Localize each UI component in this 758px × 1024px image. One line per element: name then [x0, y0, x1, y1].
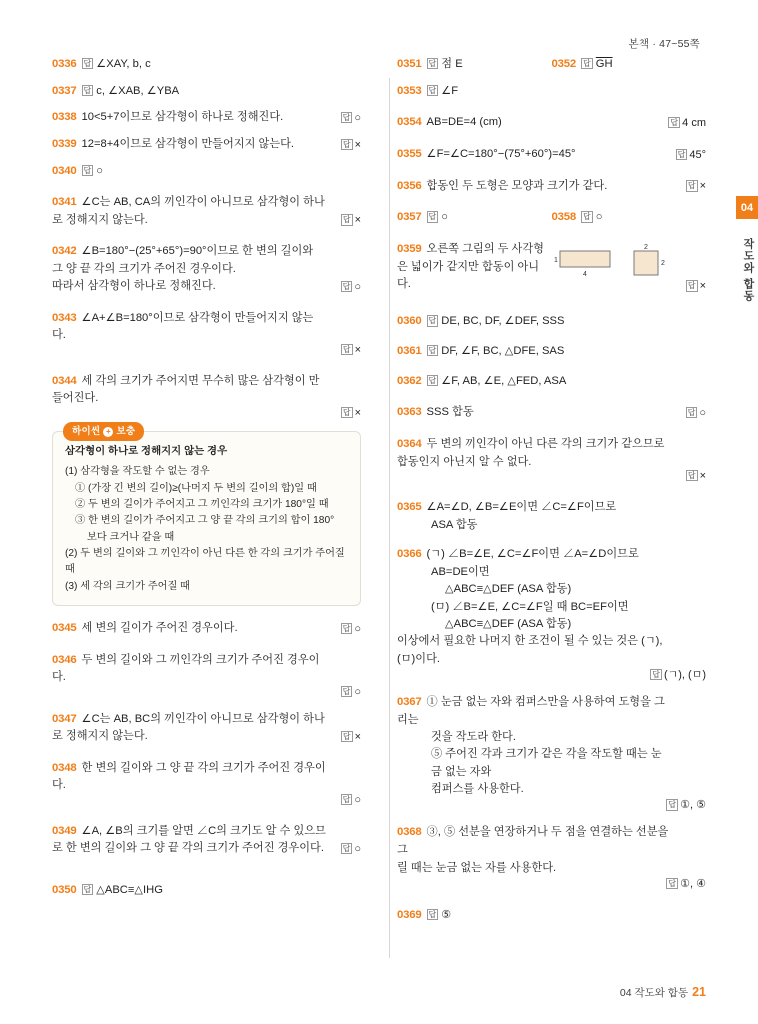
item-text: 10<5+7이므로 삼각형이 하나로 정해진다.	[81, 111, 284, 124]
answer-label-box: 답	[428, 346, 437, 356]
answer-item	[397, 436, 706, 485]
item-number: 0363	[397, 406, 422, 419]
item-answer-mark	[650, 667, 706, 684]
chapter-tab-number: 04	[736, 196, 758, 219]
answer-item	[52, 652, 361, 701]
answer-label-box: 답	[428, 85, 437, 95]
mark-symbol: ①, ⑤	[680, 799, 706, 812]
item-text: 합동인 두 도형은 모양과 크기가 같다.	[426, 179, 608, 192]
answer-item	[397, 114, 706, 132]
item-number: 0368	[397, 826, 422, 839]
item-number: 0344	[52, 374, 77, 387]
item-text: 한 변의 길이와 그 양 끝 각의 크기가 주어진 경우이다.	[52, 761, 326, 792]
supplementary-note-box	[52, 425, 361, 606]
answer-item	[52, 620, 361, 638]
item-answer-mark	[341, 729, 361, 746]
item-answer-mark	[341, 110, 361, 127]
note-line: (1) 삼각형을 작도할 수 없는 경우	[65, 466, 210, 478]
mark-symbol: ①, ④	[680, 877, 706, 890]
mark-symbol: ×	[699, 470, 706, 483]
answer-label-box: 답	[342, 139, 351, 149]
item-text-continued: ASA 합동	[431, 518, 478, 531]
mark-symbol: ×	[354, 343, 361, 356]
mark-symbol: 4 cm	[682, 116, 706, 129]
note-line: ① (가장 긴 변의 길이)≥(나머지 두 변의 길이의 합)일 때	[75, 482, 317, 494]
answer-item	[52, 310, 361, 359]
item-number: 0337	[52, 84, 77, 97]
item-text: 세 각의 크기가 주어지면 무수히 많은 삼각형이 만들어진다.	[52, 374, 320, 405]
item-number: 0345	[52, 621, 77, 634]
item-text: ∠F=∠C=180°−(75°+60°)=45°	[426, 148, 576, 161]
item-text: ∠B=180°−(25°+65°)=90°이므로 한 변의 길이와 그 양 끝 각의 크기가 주어진 경우이다.	[52, 245, 314, 276]
note-line: ③ 한 변의 길이가 주어지고 그 양 끝 각의 크기의 합이 180°	[75, 515, 335, 527]
mark-symbol: ×	[354, 406, 361, 419]
answer-label-box: 답	[342, 407, 351, 417]
mark-symbol: 45°	[689, 148, 706, 161]
item-text: $\overline{GH}$	[595, 58, 613, 70]
item-text: ○	[595, 211, 603, 224]
item-number: 0339	[52, 138, 77, 151]
item-number: 0355	[397, 148, 422, 161]
answer-item	[397, 546, 706, 681]
item-text: 오른쪽 그림의 두 사각형은 넓이가 같지만 합동이 아니다.	[397, 243, 544, 291]
answer-item	[397, 313, 706, 331]
answer-item	[397, 824, 706, 890]
mark-symbol: ×	[354, 138, 361, 151]
item-number: 0359	[397, 243, 422, 256]
answer-label-box: 답	[342, 794, 351, 804]
item-number: 0343	[52, 311, 77, 324]
answer-item	[397, 83, 706, 101]
answer-item-pair	[397, 56, 706, 74]
item-text: SSS 합동	[426, 406, 474, 419]
item-text: ∠F	[441, 84, 459, 97]
item-text: ∠A, ∠B의 크기를 알면 ∠C의 크기도 알 수 있으므로 한 변의 길이와 그 양 끝 각의 크기가 주어진 경우이다.	[52, 824, 326, 855]
item-text: DE, BC, DF, ∠DEF, SSS	[441, 315, 565, 328]
item-answer-mark	[668, 115, 706, 132]
mark-symbol: ○	[354, 842, 361, 855]
answer-item	[52, 109, 361, 127]
answer-label-box: 답	[687, 471, 696, 481]
item-line: ① 눈금 없는 자와 컴퍼스만을 사용하여 도형을 그리는	[397, 696, 665, 726]
answer-label-box: 답	[670, 117, 679, 127]
answer-label-box: 답	[342, 215, 351, 225]
answer-item	[397, 373, 706, 391]
answer-label-box: 답	[342, 623, 351, 633]
item-text: DF, ∠F, BC, △DFE, SAS	[441, 345, 565, 358]
answer-item	[397, 56, 552, 74]
note-badge-text: 하이씬	[72, 425, 101, 437]
answer-item	[52, 760, 361, 809]
item-number: 0366	[397, 548, 422, 561]
answer-label-box: 답	[342, 731, 351, 741]
svg-text:2: 2	[661, 260, 665, 268]
item-line: 것을 작도라 한다.	[431, 731, 516, 744]
note-line: 보다 크거나 같을 때	[87, 531, 175, 543]
item-number: 0348	[52, 761, 77, 774]
item-text: 두 변의 길이와 그 끼인각의 크기가 주어진 경우이다.	[52, 653, 320, 684]
item-number: 0349	[52, 824, 77, 837]
note-line: (2) 두 변의 길이와 그 끼인각이 아닌 다른 한 각의 크기가 주어질 때	[65, 548, 345, 576]
note-badge-dot: +	[103, 427, 113, 437]
svg-text:1: 1	[554, 257, 558, 265]
mark-symbol: ×	[354, 730, 361, 743]
item-line: ③, ⑤ 선분을 연장하거나 두 점을 연결하는 선분을 그	[397, 826, 669, 857]
item-text: ∠F, AB, ∠E, △FED, ASA	[441, 374, 567, 387]
answer-item	[52, 243, 361, 295]
item-number: 0357	[397, 211, 422, 224]
answer-label-box: 답	[342, 843, 351, 853]
note-badge	[63, 422, 144, 441]
answer-item	[397, 694, 706, 812]
answer-label-box: 답	[428, 316, 437, 326]
item-text: ○	[441, 211, 449, 224]
item-answer-mark	[341, 137, 361, 154]
answer-item-pair	[397, 209, 706, 227]
item-answer-mark	[676, 147, 706, 164]
item-number: 0340	[52, 164, 77, 177]
answer-label-box: 답	[687, 408, 696, 418]
item-text: c, ∠XAB, ∠YBA	[96, 84, 180, 97]
answer-label-box: 답	[342, 344, 351, 354]
answer-label-box: 답	[342, 112, 351, 122]
item-answer-mark	[686, 178, 706, 195]
answer-label-box: 답	[83, 884, 92, 894]
mark-symbol: ○	[354, 280, 361, 293]
item-answer-mark	[341, 621, 361, 638]
item-line: AB=DE이면	[431, 565, 490, 578]
footer-page-number: 21	[692, 985, 706, 999]
item-text: 점 E	[441, 58, 463, 70]
square-figure	[626, 243, 672, 283]
answer-item	[397, 404, 706, 422]
answer-item	[52, 163, 361, 181]
mark-symbol: ○	[699, 407, 706, 420]
two-column-body	[52, 56, 706, 936]
item-answer-mark	[686, 405, 706, 422]
item-number: 0350	[52, 883, 77, 896]
mark-symbol: ×	[699, 180, 706, 193]
note-title: 삼각형이 하나로 정해지지 않는 경우	[65, 445, 228, 457]
item-closing-line: 이상에서 필요한 나머지 한 조건이 될 수 있는 것은 (ㄱ), (ㅁ)이다.	[397, 635, 663, 665]
item-line: △ABC≡△DEF (ASA 합동)	[445, 617, 572, 630]
item-number: 0362	[397, 374, 422, 387]
rectangle-figure	[552, 243, 618, 277]
item-number: 0351	[397, 58, 422, 70]
answer-label-box: 답	[428, 59, 437, 68]
answer-label-box: 답	[428, 212, 437, 222]
item-number: 0369	[397, 908, 422, 921]
item-answer-mark	[666, 797, 706, 814]
item-text: ⑤	[441, 908, 452, 921]
page-header-reference: 본책 · 47~55쪽	[628, 38, 700, 50]
note-line: (3) 세 각의 크기가 주어질 때	[65, 580, 191, 592]
item-number: 0361	[397, 345, 422, 358]
answer-label-box: 답	[677, 149, 686, 159]
item-answer-mark	[341, 212, 361, 229]
item-text: 12=8+4이므로 삼각형이 만들어지지 않는다.	[81, 138, 295, 151]
item-line: (ㅁ) ∠B=∠E, ∠C=∠F일 때 BC=EF이면	[431, 600, 629, 613]
svg-text:4: 4	[583, 271, 587, 278]
item-text-continued: 따라서 삼각형이 하나로 정해진다.	[52, 280, 216, 293]
item-text: ○	[96, 164, 104, 177]
answer-item	[552, 56, 707, 74]
item-text: AB=DE=4 (cm)	[426, 116, 502, 129]
item-number: 0358	[551, 211, 577, 224]
answer-label-box: 답	[342, 281, 351, 291]
answer-label-box: 답	[83, 59, 92, 68]
answer-item	[397, 146, 706, 164]
item-line: △ABC≡△DEF (ASA 합동)	[445, 583, 572, 596]
answer-item	[52, 136, 361, 154]
item-number: 0360	[397, 315, 422, 328]
svg-text:2: 2	[644, 244, 648, 252]
item-line: 컴퍼스를 사용한다.	[431, 783, 524, 796]
item-number: 0336	[52, 58, 77, 70]
item-answer-mark	[686, 278, 706, 295]
item-text: ∠C는 AB, CA의 끼인각이 아니므로 삼각형이 하나로 정해지지 않는다.	[52, 196, 325, 227]
item-answer-mark	[341, 684, 361, 701]
item-text: ∠C는 AB, BC의 끼인각이 아니므로 삼각형이 하나로 정해지지 않는다.	[52, 712, 325, 743]
item-line: ⑤ 주어진 각과 크기가 같은 각을 작도할 때는 눈금 없는 자와	[431, 748, 662, 778]
item-text: ∠XAY, b, c	[96, 58, 151, 70]
answer-item	[52, 711, 361, 746]
note-line: ② 두 변의 길이가 주어지고 그 끼인각의 크기가 180°일 때	[75, 499, 329, 511]
answer-item	[52, 882, 361, 900]
item-number: 0367	[397, 696, 422, 708]
item-number: 0353	[397, 84, 422, 97]
item-number: 0364	[397, 438, 422, 451]
answer-label-box: 답	[668, 800, 677, 810]
answer-label-box: 답	[652, 669, 660, 679]
answer-label-box: 답	[83, 165, 92, 175]
answer-label-box: 답	[668, 878, 677, 888]
item-line: (ㄱ) ∠B=∠E, ∠C=∠F이면 ∠A=∠D이므로	[426, 548, 639, 561]
item-answer-mark	[341, 405, 361, 422]
mark-symbol: ○	[354, 111, 361, 124]
item-answer-mark	[686, 468, 706, 485]
answer-label-box: 답	[342, 686, 351, 696]
answer-item	[397, 907, 706, 925]
answer-label-box: 답	[583, 59, 591, 68]
right-column	[373, 56, 706, 936]
answer-item	[397, 343, 706, 361]
item-answer-mark	[341, 342, 361, 359]
mark-symbol: ○	[354, 685, 361, 698]
answer-item	[52, 194, 361, 229]
answer-item	[552, 209, 707, 227]
answer-item	[52, 823, 361, 858]
answer-item	[397, 499, 706, 534]
item-answer-mark	[341, 841, 361, 858]
item-line: 릴 때는 눈금 없는 자를 사용한다.	[397, 861, 557, 874]
note-badge-suffix: 보충	[116, 425, 136, 437]
page-footer	[620, 985, 706, 1000]
mark-symbol: (ㄱ), (ㅁ)	[663, 668, 706, 681]
item-text: 두 변의 끼인각이 아닌 다른 각의 크기가 같으므로 합동인지 아닌지 알 수 없다.	[397, 438, 665, 468]
item-number: 0338	[52, 111, 77, 124]
item-number: 0356	[397, 179, 422, 192]
item-number: 0341	[52, 196, 77, 209]
item-text: ∠A=∠D, ∠B=∠E이면 ∠C=∠F이므로	[426, 501, 617, 514]
mark-symbol: ○	[354, 622, 361, 635]
mark-symbol: ×	[354, 214, 361, 227]
answer-item-with-figure	[397, 241, 706, 293]
answer-item	[52, 373, 361, 422]
item-text: ∠A+∠B=180°이므로 삼각형이 만들어지지 않는다.	[52, 311, 314, 342]
answer-label-box: 답	[428, 909, 437, 919]
item-number: 0342	[52, 245, 77, 258]
answer-label-box: 답	[687, 281, 696, 291]
answer-item	[52, 56, 361, 74]
item-number: 0347	[52, 712, 77, 725]
answer-label-box: 답	[428, 375, 437, 385]
mark-symbol: ○	[354, 793, 361, 806]
answer-label-box: 답	[583, 212, 591, 222]
mark-symbol: ×	[699, 280, 706, 293]
geometry-figures	[552, 241, 672, 283]
item-answer-mark	[341, 279, 361, 296]
item-answer-mark	[341, 792, 361, 809]
footer-chapter: 04 작도와 합동	[619, 987, 689, 999]
item-text: △ABC≡△IHG	[96, 883, 163, 896]
answer-item	[397, 178, 706, 196]
item-answer-mark	[666, 876, 706, 893]
item-text: 세 변의 길이가 주어진 경우이다.	[81, 621, 238, 634]
answer-item	[397, 209, 552, 227]
answer-label-box: 답	[83, 85, 92, 95]
item-number: 0365	[397, 501, 422, 514]
item-number: 0352	[551, 58, 577, 70]
item-number: 0346	[52, 653, 77, 666]
item-number: 0354	[397, 116, 422, 129]
answer-label-box: 답	[687, 181, 696, 191]
left-column	[52, 56, 373, 936]
answer-item	[52, 83, 361, 101]
chapter-tab-label: 작도와 합동	[742, 238, 754, 303]
